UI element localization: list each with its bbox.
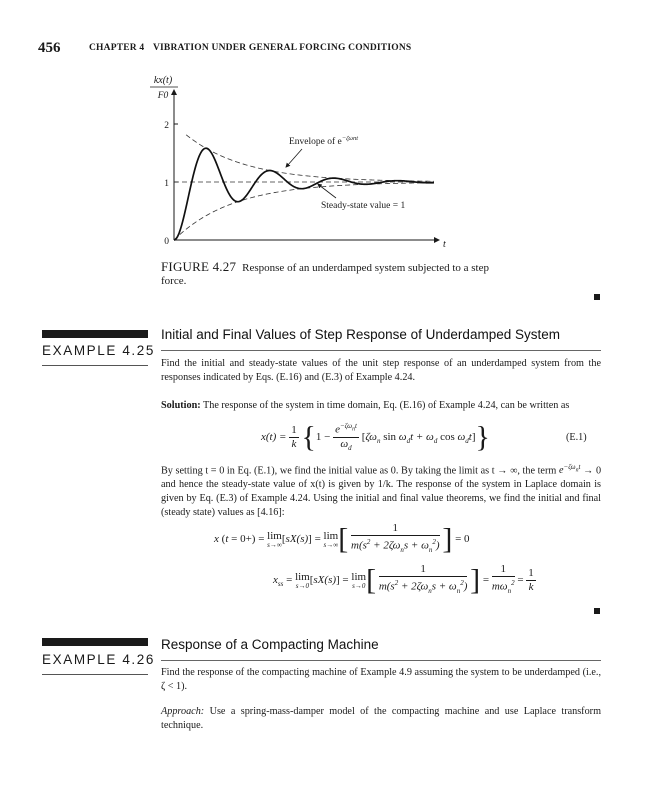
y-tick-label-1: 1	[164, 179, 169, 189]
solution-text: The response of the system in time domain, Eq. (E.16) of Example 4.24, can be written as	[203, 400, 570, 411]
final-value-equation: $x_{ss} = \lim$ s→0 [sX(s)] = lim s→0 [ $\frac{1}{m(s^2 + 2\zeta\omega_ns + \omega_n^2)}$ ] = $\frac{1}{m\omega_n^2}$ = $\frac{1}{k}$	[273, 563, 534, 597]
chapter-title: VIBRATION UNDER GENERAL FORCING CONDITIONS	[152, 43, 412, 53]
example-425-label: EXAMPLE 4.25	[42, 343, 156, 358]
example-426-title: Response of a Compacting Machine	[161, 637, 379, 652]
y-axis-label-denominator: F0	[157, 91, 169, 101]
y-tick-label-2: 2	[164, 121, 169, 131]
x-axis-label: t	[443, 239, 446, 250]
figure-end-mark	[594, 294, 600, 300]
envelope-pointer	[287, 149, 302, 166]
y-tick-label-0: 0	[164, 237, 169, 247]
example-425-discussion	[161, 460, 601, 520]
page-number: 456	[38, 40, 61, 56]
example-426-label: EXAMPLE 4.26	[42, 652, 156, 667]
decay-term: $e^{-\zeta\omega_nt}$	[558, 463, 581, 477]
example-425-end-mark	[594, 608, 600, 614]
discussion-part-a: By setting t = 0 in Eq. (E.1), we find the initial value as 0. By taking the limit as t → ∞, the term	[161, 465, 557, 477]
steady-state-label: Steady-state value = 1	[321, 201, 406, 211]
example-425-title-rule	[161, 350, 601, 351]
equation-e1: x(t) = $\frac{1}{k}$ {1 − $\frac{e^{-\zeta\omega_nt}}{\omega_d}$ [$\zeta\omega_n$ $\sin \omega_dt + \omega_d$ $\cos \omega_dt$]}	[261, 420, 490, 454]
lower-envelope-curve	[174, 183, 434, 240]
envelope-label: Envelope of $e^{-\zeta\omega nt}$	[289, 135, 359, 147]
solution-label: Solution:	[161, 400, 201, 411]
response-curve	[174, 148, 434, 240]
approach-text: Use a spring-mass-damper model of the compacting machine and use Laplace transform technique.	[161, 706, 601, 731]
approach-label: Approach:	[161, 706, 205, 717]
figure-caption-text: Response of an underdamped system subjected to a step force.	[161, 262, 489, 287]
example-425-title: Initial and Final Values of Step Response of Underdamped System	[161, 327, 560, 342]
example-425-label-rule	[42, 365, 148, 366]
example-425-solution	[161, 399, 601, 413]
y-axis-label-numerator: kx(t)	[153, 75, 173, 86]
equation-e1-number: (E.1)	[566, 432, 587, 443]
running-head	[89, 43, 411, 53]
example-426-label-rule	[42, 674, 148, 675]
example-425-bar	[42, 330, 148, 338]
example-426-approach	[161, 705, 601, 733]
chapter-number: CHAPTER 4	[89, 43, 145, 53]
discussion-part-b: → 0 and hence the steady-state value of x(t) is given by 1/k. The response of the system in Laplace domain is given by Eq. (E.3) of Example 4.24. Using the initial and final value theorems, we find the initial and final (steady state) values as [4.16]:	[161, 465, 602, 519]
example-426-title-rule	[161, 660, 601, 661]
example-425-problem: Find the initial and steady-state values of the unit step response of an underdamped system from the responses indicated by Eqs. (E.16) and (E.3) of Example 4.24.	[161, 358, 601, 383]
initial-value-equation: x (t = 0+) = lim s→∞ [sX(s)] = lim s→∞ [ $\frac{1}{m(s^2 + 2\zeta\omega_ns + \omega_n^2)}$ ] = 0	[214, 522, 470, 556]
figure-caption-label: FIGURE 4.27	[161, 259, 237, 274]
figure-caption	[161, 260, 491, 288]
example-426-problem: Find the response of the compacting machine of Example 4.9 assuming the system to be underdamped (i.e., ζ < 1).	[161, 667, 601, 692]
example-426-bar	[42, 638, 148, 646]
steady-state-pointer	[319, 185, 336, 198]
step-response-figure	[140, 72, 450, 257]
